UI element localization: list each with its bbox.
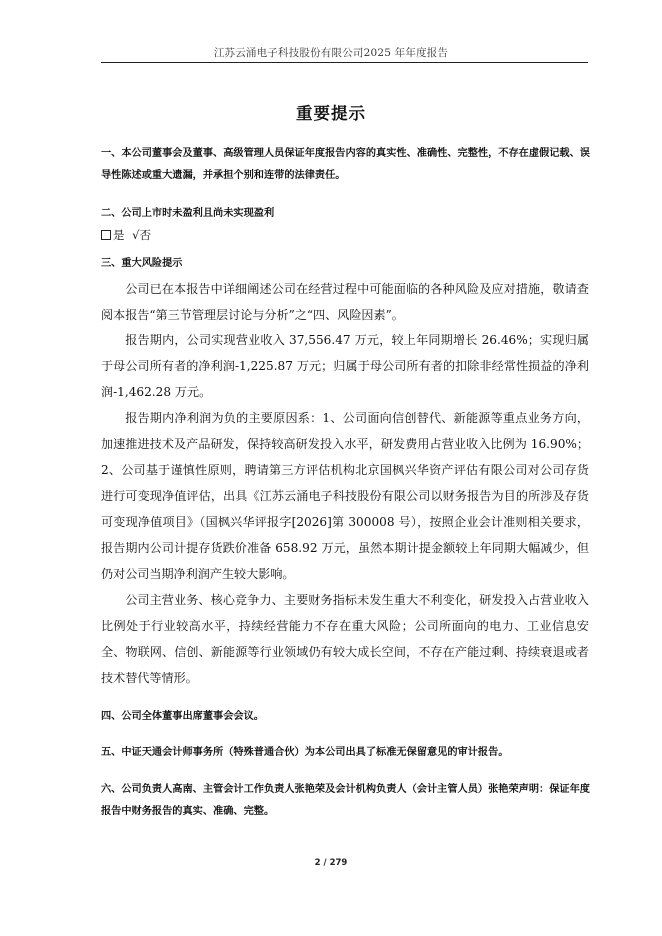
- section-6-statement: 六、公司负责人高南、主管会计工作负责人张艳荣及会计机构负责人（会计主管人员）张艳荣声明：保证年度报告中财务报告的真实、准确、完整。: [101, 784, 590, 817]
- option-yes-label: 是: [113, 228, 125, 242]
- profit-checkbox-row: [101, 225, 591, 245]
- section-4-statement: 四、公司全体董事出席董事会会议。: [101, 711, 264, 722]
- page-number: 2 / 279: [314, 858, 348, 868]
- page-title: 重要提示: [296, 104, 366, 123]
- section-3-heading: 三、重大风险提示: [101, 258, 183, 269]
- section-5-statement: 五、中证天通会计师事务所（特殊普通合伙）为本公司出具了标准无保留意见的审计报告。: [101, 747, 509, 758]
- section-1-statement: 一、本公司董事会及董事、高级管理人员保证年度报告内容的真实性、准确性、完整性，不存在虚假记载、误导性陈述或重大遗漏，并承担个别和连带的法律责任。: [101, 148, 590, 181]
- risk-paragraph-1: 公司已在本报告中详细阐述公司在经营过程中可能面临的各种风险及应对措施，敬请查阅本报告“第三节管理层讨论与分析”之“四、风险因素”。: [101, 282, 589, 322]
- running-header: 江苏云涌电子科技股份有限公司2025 年年度报告: [213, 47, 449, 59]
- header-divider: [101, 62, 588, 63]
- unchecked-box-icon: [101, 230, 111, 240]
- risk-paragraph-4: 公司主营业务、核心竞争力、主要财务指标未发生重大不利变化，研发投入占营业收入比例处于行业较高水平，持续经营能力不存在重大风险；公司所面向的电力、工业信息安全、物联网、信创、新能源等行业领域仍有较大成长空间，不存在产能过剩、持续衰退或者技术替代等情形。: [101, 593, 589, 685]
- risk-paragraph-2: 报告期内，公司实现营业收入 37,556.47 万元，较上年同期增长 26.46%；实现归属于母公司所有者的净利润-1,225.87 万元；归属于母公司所有者的扣除非经常性损益的净利润-1,462.28 万元。: [101, 333, 589, 399]
- section-2-heading: 二、公司上市时未盈利且尚未实现盈利: [101, 208, 275, 219]
- risk-paragraph-3: 报告期内净利润为负的主要原因系：1、公司面向信创替代、新能源等重点业务方向，加速推进技术及产品研发，保持较高研发投入水平，研发费用占营业收入比例为 16.90%；2、公司基于谨慎性原则，聘请第三方评估机构北京国枫兴华资产评估有限公司对公司存货进行可变现净值评估，出具《江苏云涌电子科技股份有限公司以财务报告为目的所涉及存货可变现净值项目》（国枫兴华评报字[2026]第 300008 号），按照企业会计准则相关要求，报告期内公司计提存货跌价准备 658.92 万元，虽然本期计提金额较上年同期大幅减少，但仍对公司当期净利润产生较大影响。: [101, 411, 589, 581]
- option-no-label: √否: [132, 228, 151, 242]
